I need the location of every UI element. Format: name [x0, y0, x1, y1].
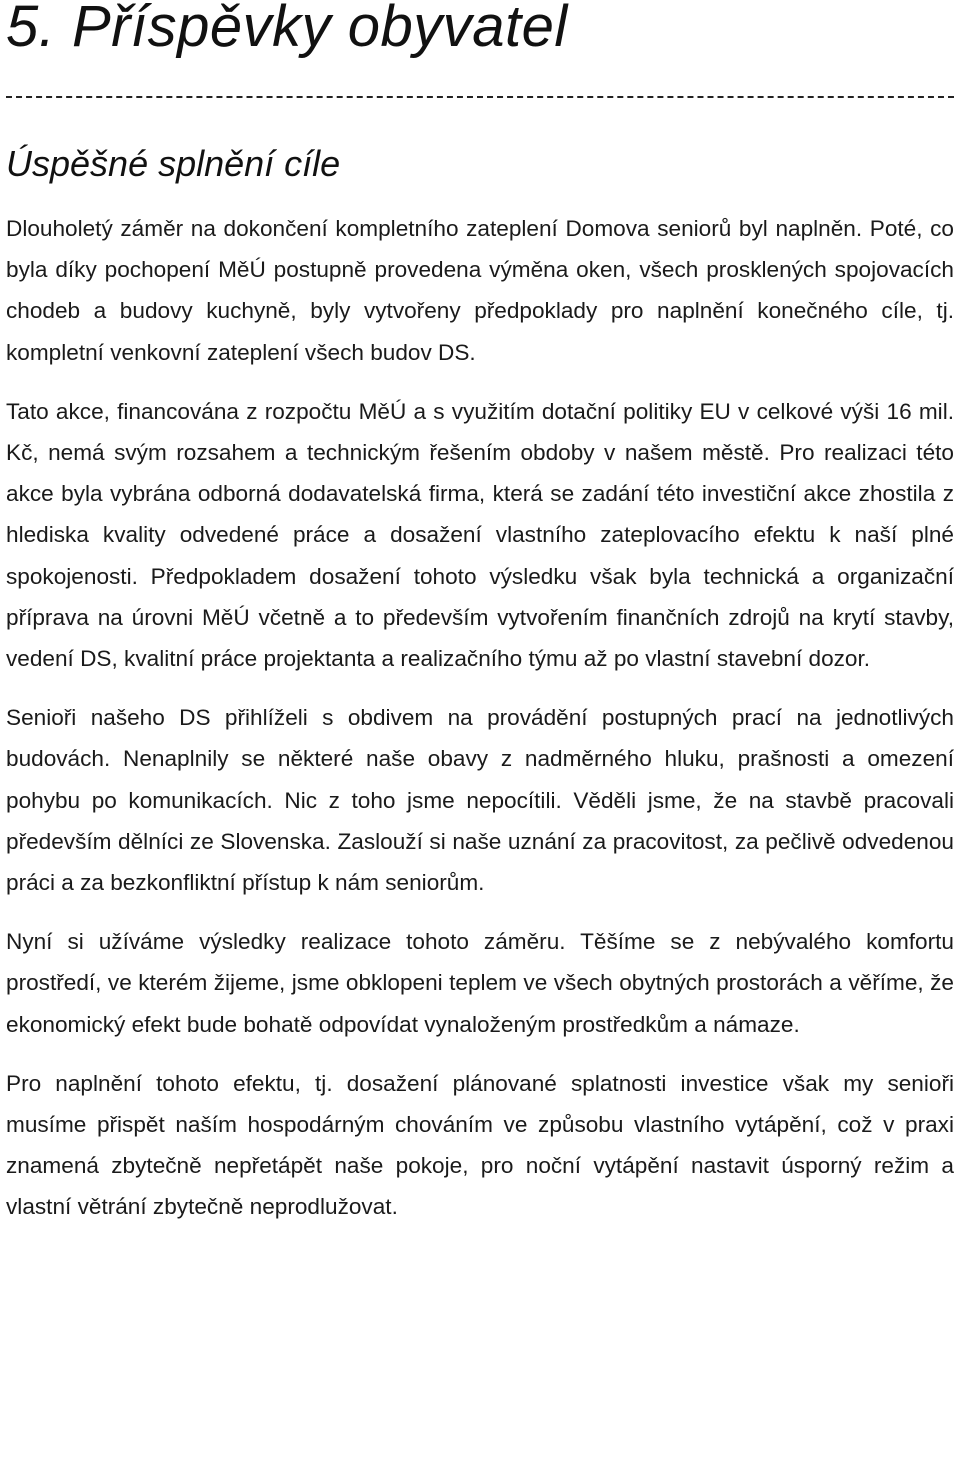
- page-title: 5. Příspěvky obyvatel: [6, 0, 568, 59]
- article-title: Úspěšné splnění cíle: [6, 143, 341, 184]
- dashed-divider: [6, 96, 954, 98]
- paragraph-2: Tato akce, financována z rozpočtu MěÚ a s využitím dotační politiky EU v celkové výši 16 mil. Kč, nemá svým rozsahem a technickým řešením obdoby v našem městě. Pro realizaci této akce byla vybrána odborná dodavatelská firma, která se zadání této investiční akce zhostila z hlediska kvality odvedené práce a dosažení vlastního zateplovacího efektu k naší plné spokojenosti. Předpokladem dosažení tohoto výsledku však byla technická a organizační příprava na úrovni MěÚ včetně a to především vytvořením finančních zdrojů na krytí stavby, vedení DS, kvalitní práce projektanta a realizačního týmu až po vlastní stavební dozor.: [6, 398, 954, 672]
- paragraph-3: Senioři našeho DS přihlíželi s obdivem na provádění postupných prací na jednotlivých budovách. Nenaplnily se některé naše obavy z nadměrného hluku, prašnosti a omezení pohybu po komunikacích. Nic z toho jsme nepocítili. Věděli jsme, že na stavbě pracovali především dělníci ze Slovenska. Zaslouží si naše uznání za pracovitost, za pečlivě odvedenou práci a za bezkonfliktní přístup k nám seniorům.: [6, 705, 954, 896]
- paragraph-5: Pro naplnění tohoto efektu, tj. dosažení plánované splatnosti investice však my senioři musíme přispět naším hospodárným chováním ve způsobu vlastního vytápění, což v praxi znamená zbytečně nepřetápět naše pokoje, pro noční vytápění nastavit úsporný režim a vlastní větrání zbytečně neprodlužovat.: [6, 1070, 954, 1220]
- paragraph-1: Dlouholetý záměr na dokončení kompletního zateplení Domova seniorů byl naplněn. Poté, co byla díky pochopení MěÚ postupně provedena výměna oken, všech prosklených spojovacích chodeb a budovy kuchyně, byly vytvořeny předpoklady pro naplnění konečného cíle, tj. kompletní venkovní zateplení všech budov DS.: [6, 216, 954, 365]
- paragraph-4: Nyní si užíváme výsledky realizace tohoto záměru. Těšíme se z nebývalého komfortu prostředí, ve kterém žijeme, jsme obklopeni teplem ve všech obytných prostorách a věříme, že ekonomický efekt bude bohatě odpovídat vynaloženým prostředkům a námaze.: [6, 929, 954, 1037]
- document-page: [6, 0, 954, 1228]
